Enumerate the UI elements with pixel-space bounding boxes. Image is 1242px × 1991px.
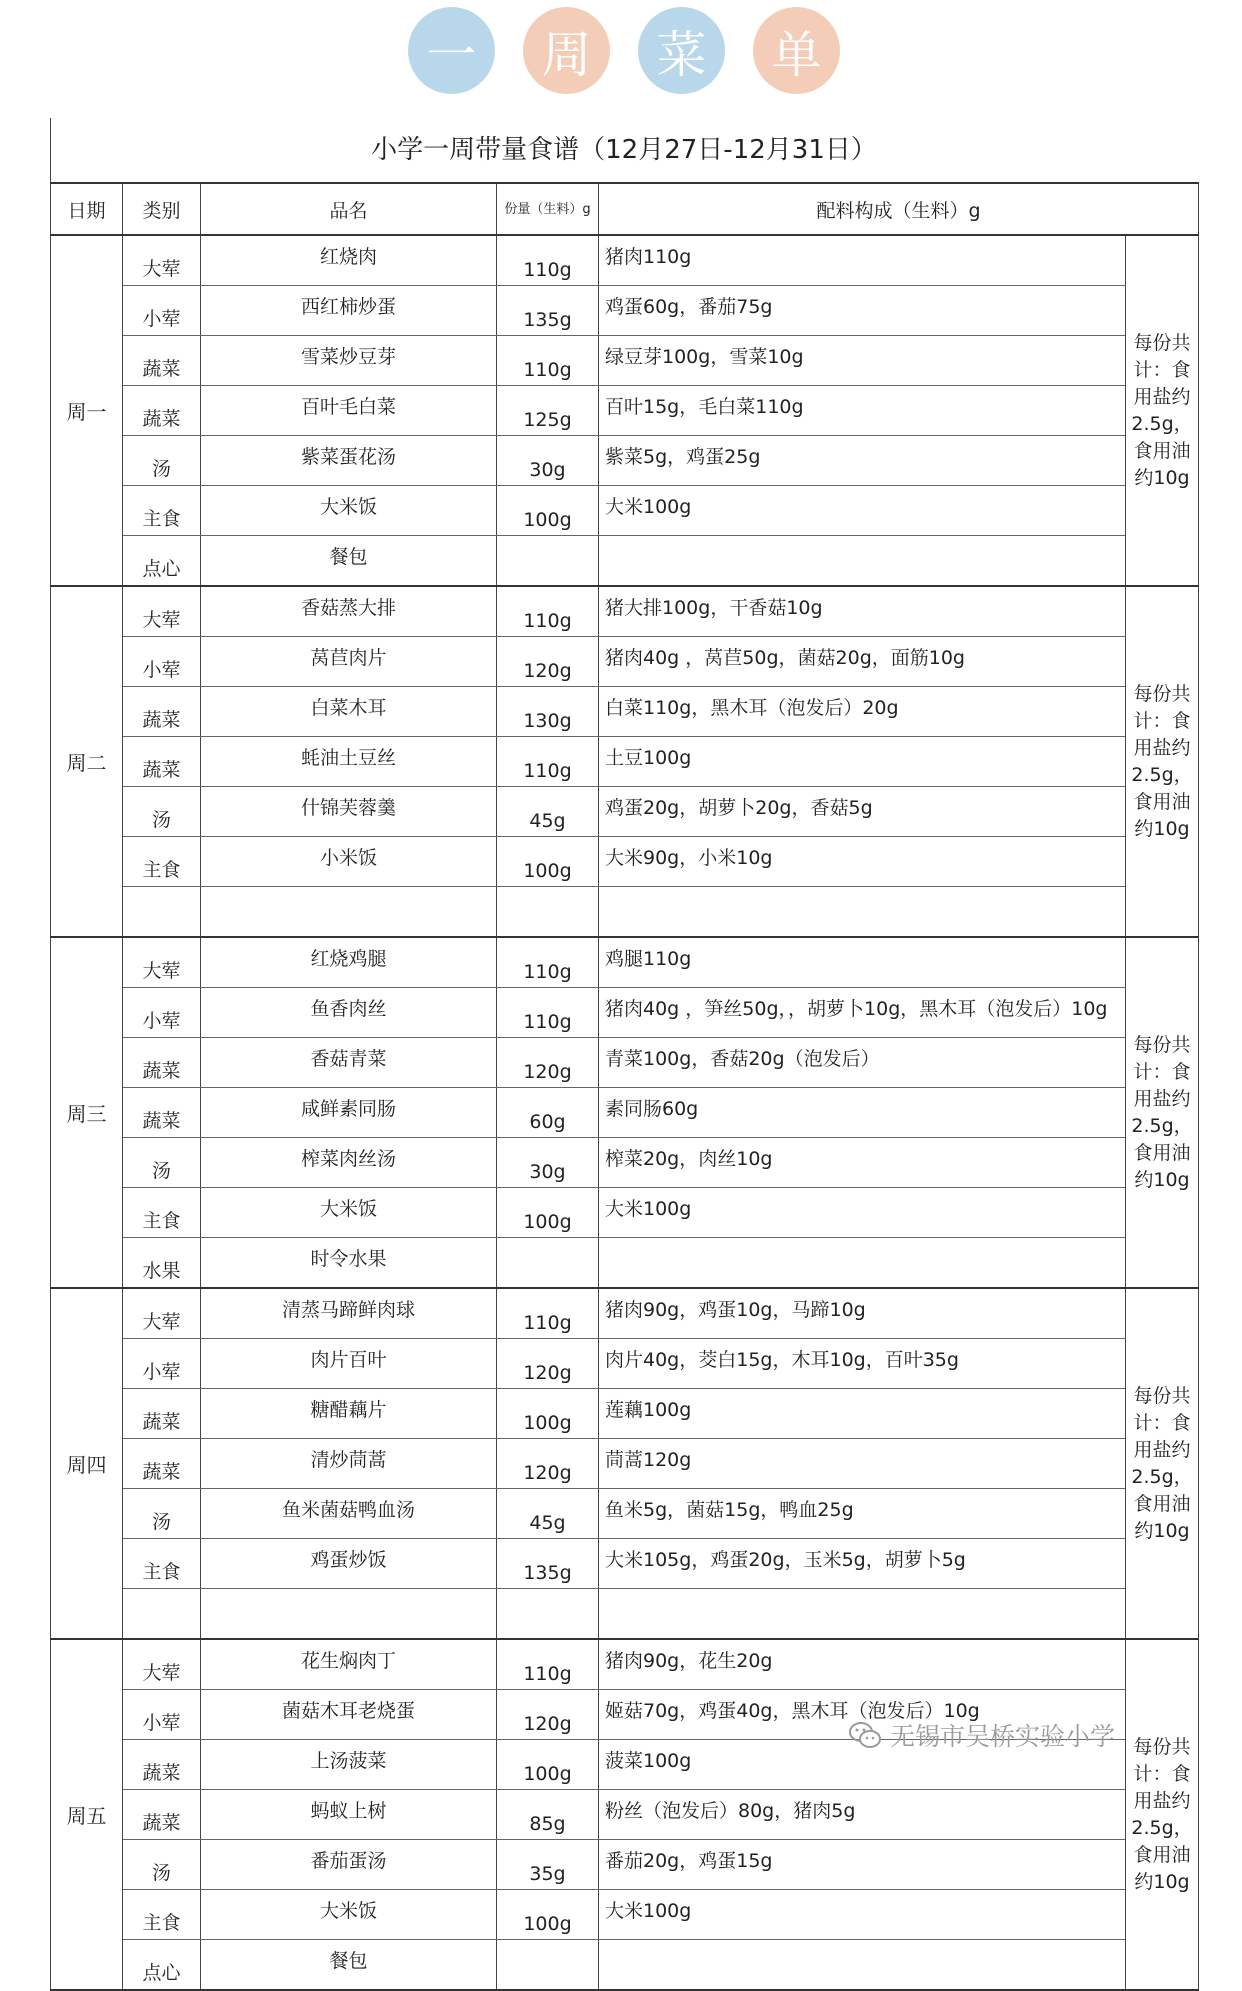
category-cell: 汤 xyxy=(123,1489,201,1539)
dish-name-cell: 雪菜炒豆芽 xyxy=(201,336,497,386)
category-cell: 大荤 xyxy=(123,235,201,286)
ingredients-cell xyxy=(599,1589,1126,1640)
dish-name-cell: 紫菜蛋花汤 xyxy=(201,436,497,486)
day-label: 周五 xyxy=(51,1639,123,1990)
ingredients-cell: 大米100g xyxy=(599,1188,1126,1238)
col-header-ingredients: 配料构成（生料）g xyxy=(599,183,1199,235)
ingredients-cell: 猪肉90g，花生20g xyxy=(599,1639,1126,1690)
quantity-cell: 135g xyxy=(497,1539,599,1589)
category-cell: 主食 xyxy=(123,486,201,536)
daily-note: 每份共计：食用盐约2.5g，食用油约10g xyxy=(1126,1288,1199,1639)
table-row xyxy=(51,887,1199,938)
table-row xyxy=(51,586,1199,637)
table-row xyxy=(51,787,1199,837)
dish-name-cell: 红烧鸡腿 xyxy=(201,937,497,988)
day-label: 周三 xyxy=(51,937,123,1288)
ingredients-cell: 菠菜100g xyxy=(599,1740,1126,1790)
ingredients-cell: 莲藕100g xyxy=(599,1389,1126,1439)
dish-name-cell: 清蒸马蹄鲜肉球 xyxy=(201,1288,497,1339)
dish-name-cell: 大米饭 xyxy=(201,486,497,536)
dish-name-cell: 咸鲜素同肠 xyxy=(201,1088,497,1138)
col-header-category: 类别 xyxy=(123,183,201,235)
ingredients-cell: 猪肉40g ，笋丝50g，，胡萝卜10g，黑木耳（泡发后）10g xyxy=(599,988,1126,1038)
ingredients-cell: 猪肉40g ，莴苣50g，菌菇20g，面筋10g xyxy=(599,637,1126,687)
quantity-cell: 100g xyxy=(497,486,599,536)
dish-name-cell xyxy=(201,1589,497,1640)
ingredients-cell: 猪大排100g，干香菇10g xyxy=(599,586,1126,637)
category-cell xyxy=(123,1589,201,1640)
ingredients-cell: 鱼米5g，菌菇15g，鸭血25g xyxy=(599,1489,1126,1539)
wechat-icon xyxy=(848,1720,882,1750)
table-row xyxy=(51,1288,1199,1339)
table-row xyxy=(51,1589,1199,1640)
table-row xyxy=(51,1188,1199,1238)
category-cell: 主食 xyxy=(123,1539,201,1589)
table-row xyxy=(51,937,1199,988)
day-label: 周一 xyxy=(51,235,123,586)
category-cell: 蔬菜 xyxy=(123,737,201,787)
table-row xyxy=(51,436,1199,486)
ingredients-cell: 鸡蛋20g，胡萝卜20g，香菇5g xyxy=(599,787,1126,837)
ingredients-cell: 肉片40g，茭白15g，木耳10g，百叶35g xyxy=(599,1339,1126,1389)
category-cell: 小荤 xyxy=(123,286,201,336)
dish-name-cell: 红烧肉 xyxy=(201,235,497,286)
quantity-cell: 110g xyxy=(497,235,599,286)
table-row xyxy=(51,536,1199,587)
quantity-cell: 120g xyxy=(497,1038,599,1088)
category-cell: 点心 xyxy=(123,536,201,587)
table-row xyxy=(51,486,1199,536)
col-header-dish: 品名 xyxy=(201,183,497,235)
category-cell: 蔬菜 xyxy=(123,336,201,386)
table-row xyxy=(51,286,1199,336)
ingredients-cell: 紫菜5g，鸡蛋25g xyxy=(599,436,1126,486)
table-row xyxy=(51,837,1199,887)
quantity-cell: 110g xyxy=(497,737,599,787)
header-circle-3: 菜 xyxy=(638,7,725,94)
col-header-qty: 份量（生料）g xyxy=(497,183,599,235)
category-cell: 汤 xyxy=(123,436,201,486)
quantity-cell: 45g xyxy=(497,1489,599,1539)
table-row xyxy=(51,1940,1199,1991)
quantity-cell: 35g xyxy=(497,1840,599,1890)
category-cell: 小荤 xyxy=(123,637,201,687)
dish-name-cell: 上汤菠菜 xyxy=(201,1740,497,1790)
category-cell: 主食 xyxy=(123,1188,201,1238)
dish-name-cell: 大米饭 xyxy=(201,1890,497,1940)
quantity-cell: 45g xyxy=(497,787,599,837)
ingredients-cell xyxy=(599,1238,1126,1289)
dish-name-cell: 大米饭 xyxy=(201,1188,497,1238)
quantity-cell: 85g xyxy=(497,1790,599,1840)
quantity-cell: 100g xyxy=(497,1188,599,1238)
table-row xyxy=(51,1489,1199,1539)
dish-name-cell: 蚂蚁上树 xyxy=(201,1790,497,1840)
table-row xyxy=(51,1539,1199,1589)
quantity-cell: 130g xyxy=(497,687,599,737)
ingredients-cell: 大米100g xyxy=(599,486,1126,536)
category-cell: 小荤 xyxy=(123,988,201,1038)
ingredients-cell: 大米100g xyxy=(599,1890,1126,1940)
ingredients-cell: 绿豆芽100g，雪菜10g xyxy=(599,336,1126,386)
dish-name-cell: 鸡蛋炒饭 xyxy=(201,1539,497,1589)
dish-name-cell: 什锦芙蓉羹 xyxy=(201,787,497,837)
quantity-cell: 110g xyxy=(497,988,599,1038)
ingredients-cell: 猪肉110g xyxy=(599,235,1126,286)
dish-name-cell xyxy=(201,887,497,938)
category-cell: 蔬菜 xyxy=(123,1038,201,1088)
table-row xyxy=(51,1639,1199,1690)
table-row xyxy=(51,1088,1199,1138)
dish-name-cell: 餐包 xyxy=(201,1940,497,1991)
ingredients-cell: 大米90g，小米10g xyxy=(599,837,1126,887)
ingredients-cell: 粉丝（泡发后）80g，猪肉5g xyxy=(599,1790,1126,1840)
ingredients-cell xyxy=(599,1940,1126,1991)
category-cell: 小荤 xyxy=(123,1690,201,1740)
quantity-cell: 60g xyxy=(497,1088,599,1138)
quantity-cell: 110g xyxy=(497,336,599,386)
ingredients-cell: 茼蒿120g xyxy=(599,1439,1126,1489)
table-row xyxy=(51,1890,1199,1940)
table-row xyxy=(51,737,1199,787)
ingredients-cell: 猪肉90g，鸡蛋10g，马蹄10g xyxy=(599,1288,1126,1339)
dish-name-cell: 番茄蛋汤 xyxy=(201,1840,497,1890)
category-cell: 大荤 xyxy=(123,586,201,637)
table-row xyxy=(51,1389,1199,1439)
quantity-cell: 100g xyxy=(497,1740,599,1790)
dish-name-cell: 西红柿炒蛋 xyxy=(201,286,497,336)
ingredients-cell xyxy=(599,536,1126,587)
category-cell: 大荤 xyxy=(123,937,201,988)
page-title: 小学一周带量食谱（12月27日-12月31日） xyxy=(371,134,877,165)
category-cell xyxy=(123,887,201,938)
dish-name-cell: 花生焖肉丁 xyxy=(201,1639,497,1690)
ingredients-cell: 百叶15g，毛白菜110g xyxy=(599,386,1126,436)
category-cell: 蔬菜 xyxy=(123,687,201,737)
quantity-cell xyxy=(497,887,599,938)
day-label: 周四 xyxy=(51,1288,123,1639)
ingredients-cell: 鸡腿110g xyxy=(599,937,1126,988)
table-row xyxy=(51,988,1199,1038)
dish-name-cell: 清炒茼蒿 xyxy=(201,1439,497,1489)
ingredients-cell: 白菜110g，黑木耳（泡发后）20g xyxy=(599,687,1126,737)
category-cell: 主食 xyxy=(123,1890,201,1940)
table-header-row xyxy=(51,183,1199,235)
dish-name-cell: 肉片百叶 xyxy=(201,1339,497,1389)
daily-note: 每份共计：食用盐约2.5g，食用油约10g xyxy=(1126,1639,1199,1990)
dish-name-cell: 鱼米菌菇鸭血汤 xyxy=(201,1489,497,1539)
ingredients-cell: 素同肠60g xyxy=(599,1088,1126,1138)
table-row xyxy=(51,1238,1199,1289)
category-cell: 蔬菜 xyxy=(123,1439,201,1489)
category-cell: 汤 xyxy=(123,1138,201,1188)
category-cell: 蔬菜 xyxy=(123,1790,201,1840)
quantity-cell: 110g xyxy=(497,1639,599,1690)
header-circle-1: 一 xyxy=(408,7,495,94)
table-row xyxy=(51,1038,1199,1088)
table-row xyxy=(51,1339,1199,1389)
category-cell: 汤 xyxy=(123,1840,201,1890)
category-cell: 点心 xyxy=(123,1940,201,1991)
dish-name-cell: 鱼香肉丝 xyxy=(201,988,497,1038)
category-cell: 汤 xyxy=(123,787,201,837)
ingredients-cell: 榨菜20g，肉丝10g xyxy=(599,1138,1126,1188)
quantity-cell: 135g xyxy=(497,286,599,336)
dish-name-cell: 时令水果 xyxy=(201,1238,497,1289)
table-row xyxy=(51,1790,1199,1840)
ingredients-cell: 姬菇70g，鸡蛋40g，黑木耳（泡发后）10g xyxy=(599,1690,1126,1740)
category-cell: 小荤 xyxy=(123,1339,201,1389)
quantity-cell: 125g xyxy=(497,386,599,436)
header-circle-2: 周 xyxy=(523,7,610,94)
quantity-cell xyxy=(497,536,599,587)
quantity-cell: 100g xyxy=(497,1389,599,1439)
col-header-date: 日期 xyxy=(51,183,123,235)
quantity-cell xyxy=(497,1589,599,1640)
quantity-cell: 120g xyxy=(497,1690,599,1740)
ingredients-cell: 大米105g，鸡蛋20g，玉米5g，胡萝卜5g xyxy=(599,1539,1126,1589)
ingredients-cell: 番茄20g，鸡蛋15g xyxy=(599,1840,1126,1890)
dish-name-cell: 榨菜肉丝汤 xyxy=(201,1138,497,1188)
dish-name-cell: 菌菇木耳老烧蛋 xyxy=(201,1690,497,1740)
quantity-cell: 30g xyxy=(497,436,599,486)
quantity-cell: 30g xyxy=(497,1138,599,1188)
dish-name-cell: 莴苣肉片 xyxy=(201,637,497,687)
table-row xyxy=(51,336,1199,386)
ingredients-cell: 鸡蛋60g，番茄75g xyxy=(599,286,1126,336)
category-cell: 蔬菜 xyxy=(123,1088,201,1138)
category-cell: 蔬菜 xyxy=(123,1740,201,1790)
ingredients-cell: 青菜100g，香菇20g（泡发后） xyxy=(599,1038,1126,1088)
daily-note: 每份共计：食用盐约2.5g，食用油约10g xyxy=(1126,937,1199,1288)
dish-name-cell: 餐包 xyxy=(201,536,497,587)
quantity-cell: 110g xyxy=(497,1288,599,1339)
ingredients-cell xyxy=(599,887,1126,938)
quantity-cell: 100g xyxy=(497,1890,599,1940)
dish-name-cell: 香菇青菜 xyxy=(201,1038,497,1088)
watermark-text: 无锡市吴桥实验小学 xyxy=(890,1722,1116,1751)
table-row xyxy=(51,1439,1199,1489)
daily-note: 每份共计：食用盐约2.5g，食用油约10g xyxy=(1126,586,1199,937)
dish-name-cell: 糖醋藕片 xyxy=(201,1389,497,1439)
watermark xyxy=(848,1718,1115,1752)
quantity-cell xyxy=(497,1238,599,1289)
quantity-cell: 100g xyxy=(497,837,599,887)
dish-name-cell: 小米饭 xyxy=(201,837,497,887)
quantity-cell xyxy=(497,1940,599,1991)
table-row xyxy=(51,687,1199,737)
dish-name-cell: 百叶毛白菜 xyxy=(201,386,497,436)
category-cell: 蔬菜 xyxy=(123,1389,201,1439)
category-cell: 大荤 xyxy=(123,1288,201,1339)
table-row xyxy=(51,1840,1199,1890)
table-row xyxy=(51,386,1199,436)
quantity-cell: 120g xyxy=(497,1339,599,1389)
dish-name-cell: 香菇蒸大排 xyxy=(201,586,497,637)
table-row xyxy=(51,1138,1199,1188)
ingredients-cell: 土豆100g xyxy=(599,737,1126,787)
daily-note: 每份共计：食用盐约2.5g，食用油约10g xyxy=(1126,235,1199,586)
table-row xyxy=(51,637,1199,687)
table-row xyxy=(51,235,1199,286)
dish-name-cell: 蚝油土豆丝 xyxy=(201,737,497,787)
category-cell: 蔬菜 xyxy=(123,386,201,436)
header-circle-4: 单 xyxy=(753,7,840,94)
quantity-cell: 120g xyxy=(497,1439,599,1489)
dish-name-cell: 白菜木耳 xyxy=(201,687,497,737)
category-cell: 大荤 xyxy=(123,1639,201,1690)
header-banner xyxy=(0,7,1242,95)
category-cell: 水果 xyxy=(123,1238,201,1289)
quantity-cell: 110g xyxy=(497,937,599,988)
day-label: 周二 xyxy=(51,586,123,937)
category-cell: 主食 xyxy=(123,837,201,887)
quantity-cell: 110g xyxy=(497,586,599,637)
quantity-cell: 120g xyxy=(497,637,599,687)
